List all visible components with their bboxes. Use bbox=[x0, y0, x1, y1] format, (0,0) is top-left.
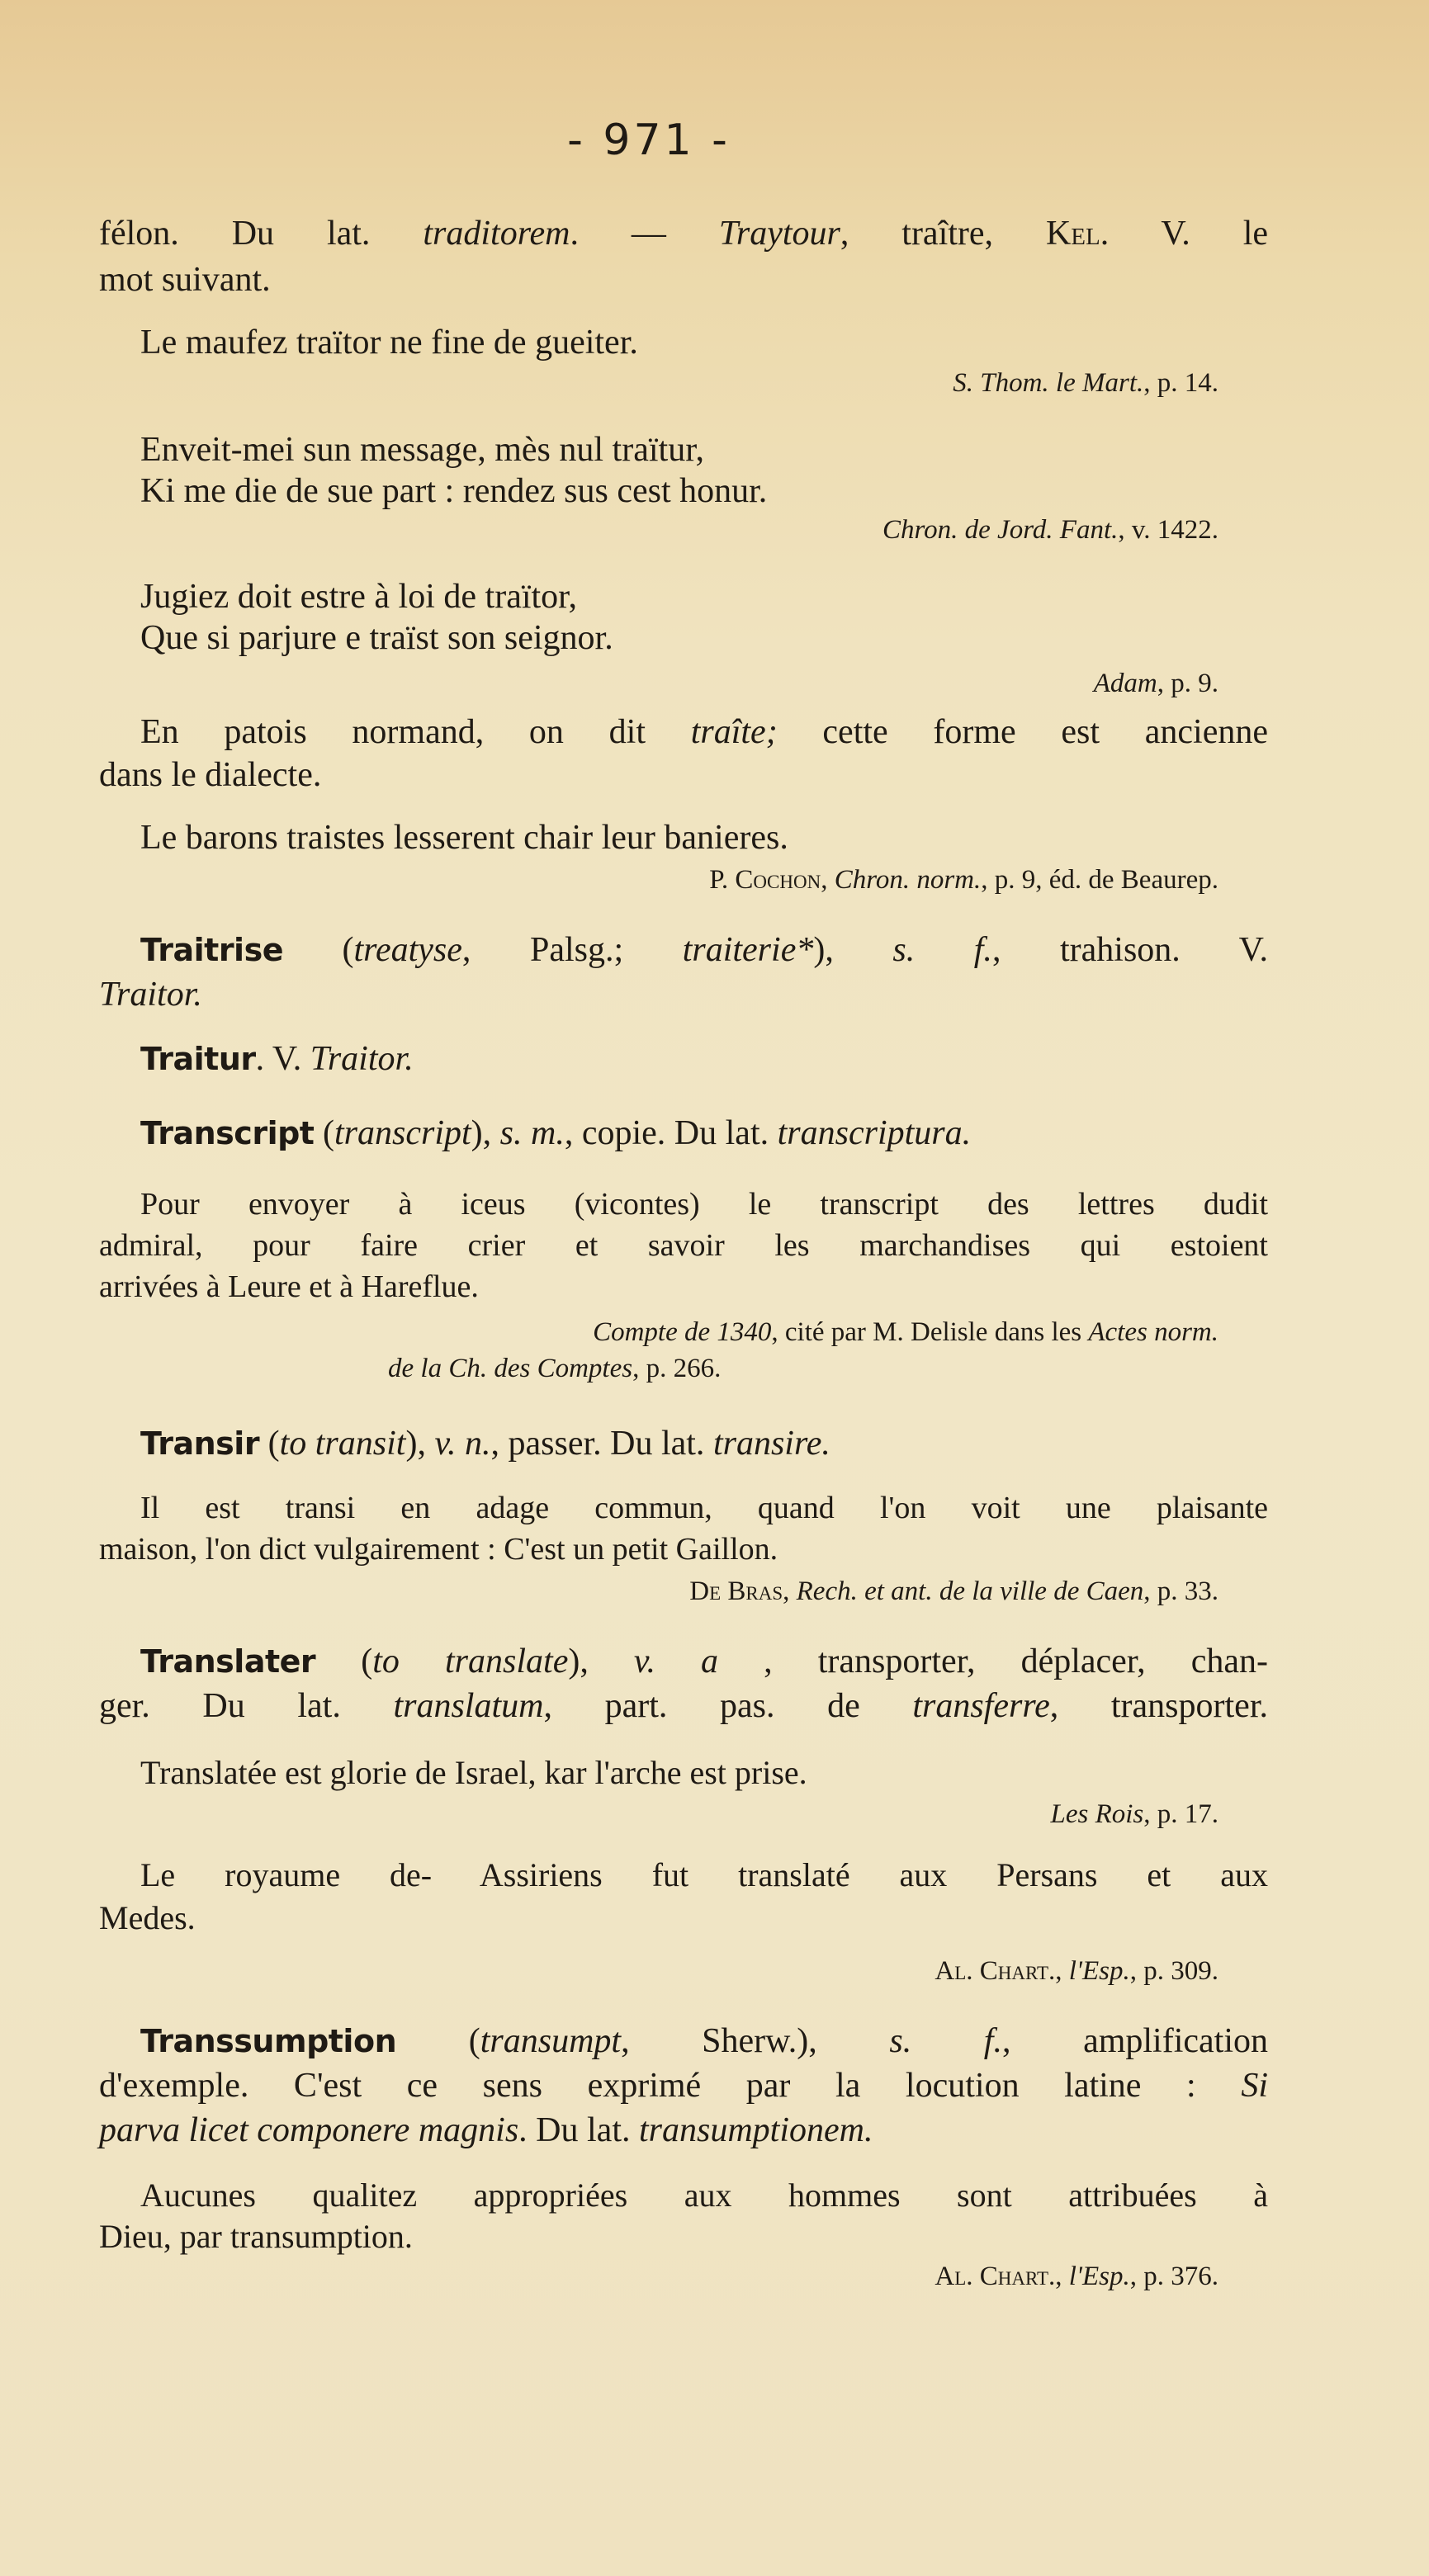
citation: De Bras, Rech. et ant. de la ville de Caen, p. 33. bbox=[689, 1576, 1218, 1606]
headword: Transsumption bbox=[140, 2023, 397, 2059]
patois-line-2: dans le dialecte. bbox=[99, 756, 322, 794]
citation: Al. Chart., l'Esp., p. 376. bbox=[935, 2262, 1218, 2291]
citation: Al. Chart., l'Esp., p. 309. bbox=[935, 1956, 1218, 1986]
citation: Chron. de Jord. Fant., v. 1422. bbox=[882, 515, 1218, 545]
headword: Traitrise bbox=[140, 932, 283, 968]
headword: Traitur bbox=[140, 1041, 256, 1077]
quote-line: Translatée est glorie de Israel, kar l'arche est prise. bbox=[140, 1754, 807, 1791]
entry-traitrise-line-2: Traitor. bbox=[99, 976, 202, 1014]
quote-line: Il est transi en adage commun, quand l'on voit une plaisante bbox=[140, 1491, 1268, 1525]
headword: Translater bbox=[140, 1643, 316, 1680]
quote-line: arrivées à Leure et à Hareflue. bbox=[99, 1269, 479, 1304]
quote-line: Pour envoyer à iceus (vicontes) le transcript des lettres dudit bbox=[140, 1187, 1268, 1222]
entry-transsumption-line-3: parva licet componere magnis. Du lat. transumptionem. bbox=[99, 2111, 873, 2149]
felon-line-1: félon. Du lat. traditorem. — Traytour, traître, Kel. V. le bbox=[99, 215, 1269, 253]
quote-line: Que si parjure e traïst son seignor. bbox=[140, 619, 613, 657]
quote-line: Le barons traistes lesserent chair leur banieres. bbox=[140, 819, 788, 857]
entry-translater: Translater (to translate), v. a , transporter, déplacer, chan- bbox=[140, 1642, 1268, 1680]
citation: de la Ch. des Comptes, p. 266. bbox=[388, 1354, 722, 1383]
entry-transcript: Transcript (transcript), s. m., copie. Du lat. transcriptura. bbox=[140, 1114, 972, 1152]
quote-line: Aucunes qualitez appropriées aux hommes sont attribuées à bbox=[140, 2177, 1268, 2214]
headword: Transcript bbox=[140, 1115, 315, 1151]
citation: Compte de 1340, cité par M. Delisle dans les Actes norm. bbox=[593, 1317, 1218, 1347]
entry-traitur: Traitur. V. Traitor. bbox=[140, 1040, 414, 1078]
entry-translater-line-2: ger. Du lat. translatum, part. pas. de transferre, transporter. bbox=[99, 1687, 1268, 1725]
quote-line: maison, l'on dict vulgairement : C'est un petit Gaillon. bbox=[99, 1532, 778, 1567]
citation: P. Cochon, Chron. norm., p. 9, éd. de Beaurep. bbox=[709, 865, 1218, 895]
headword: Transir bbox=[140, 1425, 260, 1462]
entry-transsumption: Transsumption (transumpt, Sherw.), s. f., amplification bbox=[140, 2022, 1269, 2060]
entry-transir: Transir (to transit), v. n., passer. Du lat. transire. bbox=[140, 1425, 830, 1463]
page-number: - 971 - bbox=[567, 116, 731, 165]
entry-traitrise: Traitrise (treatyse, Palsg.; traiterie*), s. f., trahison. V. bbox=[140, 931, 1268, 969]
citation: S. Thom. le Mart., p. 14. bbox=[953, 368, 1218, 398]
entry-transsumption-line-2: d'exemple. C'est ce sens exprimé par la locution latine : Si bbox=[99, 2067, 1268, 2105]
citation: Adam, p. 9. bbox=[1093, 669, 1218, 698]
felon-line-2: mot suivant. bbox=[99, 261, 271, 299]
quote-line: Jugiez doit estre à loi de traïtor, bbox=[140, 578, 577, 616]
quote-line: Le maufez traïtor ne fine de gueiter. bbox=[140, 324, 638, 362]
quote-line: Medes. bbox=[99, 1899, 196, 1936]
quote-line: admiral, pour faire crier et savoir les marchandises qui estoient bbox=[99, 1228, 1268, 1263]
quote-line: Le royaume de- Assiriens fut translaté aux Persans et aux bbox=[140, 1856, 1268, 1893]
patois-line-1: En patois normand, on dit traîte; cette forme est ancienne bbox=[140, 713, 1268, 751]
citation: Les Rois, p. 17. bbox=[1050, 1799, 1218, 1829]
quote-line: Ki me die de sue part : rendez sus cest honur. bbox=[140, 472, 768, 510]
quote-line: Enveit-mei sun message, mès nul traïtur, bbox=[140, 431, 704, 469]
quote-line: Dieu, par transumption. bbox=[99, 2218, 413, 2255]
